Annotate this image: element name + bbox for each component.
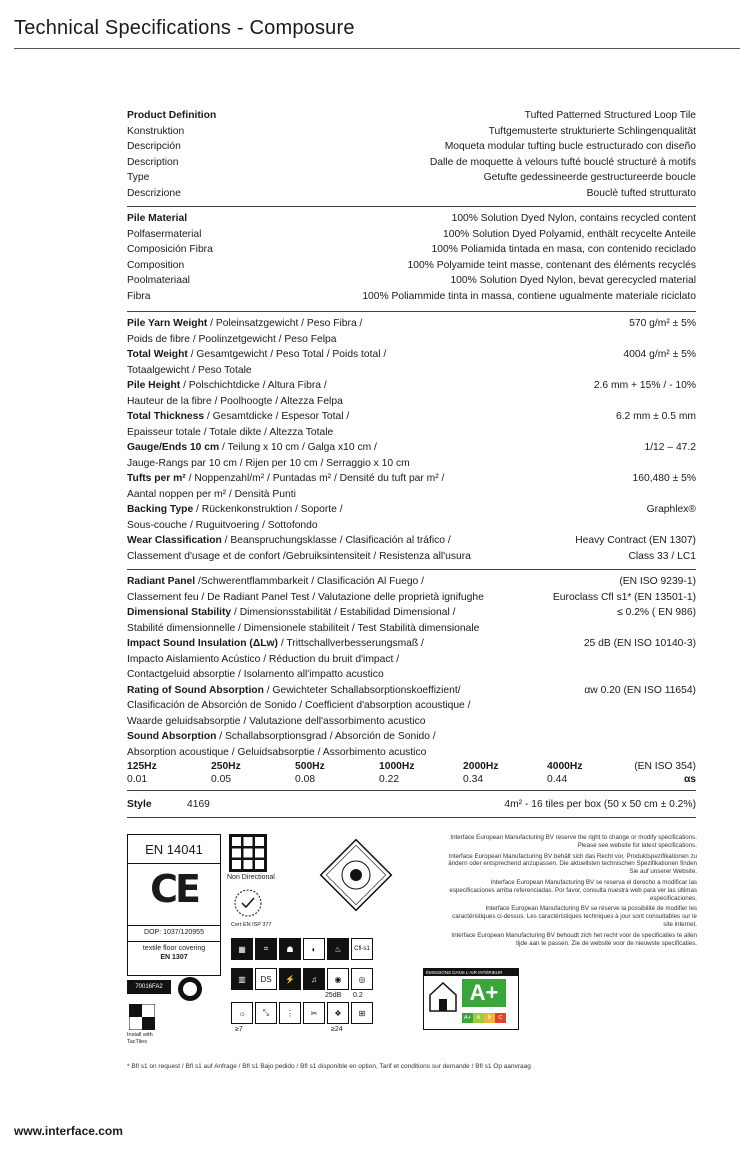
property-row bbox=[127, 502, 696, 533]
translation-label: Fibra bbox=[127, 290, 151, 302]
cert-check-icon bbox=[233, 888, 263, 923]
frequency-header: 1000Hz bbox=[379, 761, 415, 772]
property-line1 bbox=[127, 378, 343, 394]
legal-paragraph: Interface European Manufacturing BV se reserva el derecho a modificar las especificaciones arriba referenciadas. Por favor, consulta nuestra web para ver las últimas especificaciones. bbox=[449, 878, 697, 902]
translation-label: Composition bbox=[127, 259, 185, 271]
performance-text bbox=[127, 729, 436, 760]
performance-values bbox=[584, 683, 696, 730]
translation-value: Moqueta modular tufting bucle estructurado con diseño bbox=[444, 141, 696, 152]
performance-row bbox=[127, 729, 696, 760]
frequency-header: 125Hz bbox=[127, 761, 157, 772]
certification-block bbox=[127, 826, 696, 1066]
house-icon bbox=[428, 981, 458, 1013]
frequency-value: 0.01 bbox=[127, 774, 148, 785]
property-name: Backing Type bbox=[127, 504, 194, 515]
pile-material-value: 100% Solution Dyed Nylon, contains recycled content bbox=[451, 213, 696, 224]
property-name: Tufts per m² bbox=[127, 473, 186, 484]
performance-value: αw 0.20 (EN ISO 11654) bbox=[584, 684, 696, 696]
pile-material-heading: Pile Material bbox=[127, 213, 188, 224]
performance-translation: / Gewichteter Schallabsorptionskoeffizient/ bbox=[263, 684, 461, 696]
frequency-value: 0.44 bbox=[547, 774, 568, 785]
property-value: 6.2 mm ± 0.5 mm bbox=[615, 411, 696, 422]
style-packaging: 4m² - 16 tiles per box (50 x 50 cm ± 0.2%) bbox=[504, 799, 696, 811]
absorption-standard: (EN ISO 354) bbox=[634, 761, 696, 772]
sound-absorption-icon: ◎ bbox=[351, 968, 373, 990]
non-directional-label: Non Directional bbox=[227, 874, 275, 881]
performance-line bbox=[127, 683, 471, 699]
translation-value: Dalle de moquette à velours tufté bouclé structuré à motifs bbox=[429, 156, 696, 168]
property-value: 1/12 – 47.2 bbox=[644, 442, 696, 453]
legal-paragraph: Interface European Manufacturing BV behält sich das Recht vor, Produktspezifikationen zu ändern oder entsprechend anzupassen. Die aktuellsten technischen Spezifikationen finden Sie auf unserer Website. bbox=[448, 852, 697, 876]
performance-text bbox=[127, 683, 471, 730]
property-line1 bbox=[127, 471, 444, 487]
page-title: Technical Specifications - Composure bbox=[14, 17, 355, 39]
translation-value: 100% Solution Dyed Nylon, bevat gerecycled material bbox=[450, 275, 696, 286]
property-value: 4004 g/m² ± 5% bbox=[623, 349, 696, 360]
legal-disclaimer bbox=[447, 834, 697, 950]
frequency-header-row bbox=[127, 760, 696, 773]
rubbing-value: ≥24 bbox=[331, 1026, 343, 1033]
cut-icon: ✂ bbox=[303, 1002, 325, 1024]
property-value: 160,480 ± 5% bbox=[632, 473, 696, 484]
performance-translation: / Dimensionsstabilität / Estabilidad Dimensional / bbox=[231, 607, 456, 618]
performance-translation: / Schallabsorptionsgrad / Absorción de Sonido / bbox=[216, 731, 436, 742]
translation-row bbox=[127, 170, 696, 186]
performance-translation: /Schwerentflammbarkeit / Clasificación Al Fuego / bbox=[195, 576, 425, 587]
legal-paragraph: Interface European Manufacturing BV behoudt zich het recht voor de specificaties te allen tijde aan te passen. Zie de website voor de nieuwste specificaties. bbox=[451, 931, 697, 947]
properties-list bbox=[127, 316, 696, 564]
property-name: Total Weight bbox=[127, 349, 188, 360]
title-divider bbox=[14, 48, 740, 49]
property-text bbox=[127, 440, 410, 471]
chair-castor-icon: ◐ bbox=[303, 938, 325, 960]
performance-line bbox=[127, 590, 484, 606]
cert-epp-label: Cert EN ISP 377 bbox=[231, 922, 272, 928]
style-number: 4169 bbox=[187, 799, 210, 811]
absorption-symbol: αs bbox=[683, 774, 696, 785]
frequency-value: 0.05 bbox=[211, 774, 232, 785]
dop-number: DOP: 1037/120955 bbox=[144, 929, 204, 936]
performance-line bbox=[127, 636, 424, 652]
property-row bbox=[127, 378, 696, 409]
performance-line bbox=[127, 621, 479, 637]
arrow-grid-icon bbox=[229, 834, 267, 872]
property-value-stack bbox=[616, 409, 696, 440]
property-line1 bbox=[127, 347, 386, 363]
sound-absorption-value: 0.2 bbox=[353, 992, 363, 999]
section-divider bbox=[127, 817, 696, 818]
property-text bbox=[127, 409, 349, 440]
property-name: Pile Height bbox=[127, 380, 181, 391]
performance-translation: Classement feu / De Radiant Panel Test / Valutazione delle proprietà ignifughe bbox=[127, 591, 484, 603]
frequency-value-row bbox=[127, 773, 696, 786]
translation-value: Tuftgemusterte strukturierte Schlingenqualität bbox=[488, 125, 696, 137]
property-translations-2: Poids de fibre / Poolinzetgewicht / Peso Felpa bbox=[127, 333, 337, 345]
property-text bbox=[127, 471, 444, 502]
performance-values bbox=[553, 574, 696, 605]
emissions-grade: A+ bbox=[462, 979, 506, 1007]
translation-row bbox=[127, 242, 696, 258]
property-translations: / Teilung x 10 cm / Galga x10 cm / bbox=[219, 442, 377, 453]
translation-value: 100% Solution Dyed Polyamid, enthält recycelte Anteile bbox=[443, 228, 696, 240]
frequency-header: 2000Hz bbox=[463, 761, 499, 772]
performance-line bbox=[127, 605, 479, 621]
property-name: Gauge/Ends 10 cm bbox=[127, 442, 220, 453]
product-diamond-icon bbox=[313, 832, 399, 923]
property-translations-2: Totaalgewicht / Peso Totale bbox=[127, 364, 252, 376]
translation-label: Description bbox=[127, 156, 179, 168]
tactiles-icon bbox=[129, 1004, 155, 1035]
product-definition-heading: Product Definition bbox=[127, 110, 217, 121]
property-translations-2: Hauteur de la fibre / Poolhoogte / Altezza Felpa bbox=[127, 395, 343, 407]
translation-label: Poolmateriaal bbox=[127, 275, 190, 286]
property-line1 bbox=[127, 533, 471, 549]
property-value-stack bbox=[594, 378, 696, 409]
gut-seal-icon bbox=[177, 976, 203, 1007]
sound-insulation-value: 25dB bbox=[325, 992, 342, 999]
product-definition-row bbox=[127, 108, 696, 124]
scale-a-plus: A+ bbox=[462, 1013, 473, 1023]
property-translations: / Polschichtdicke / Altura Fibra / bbox=[180, 380, 327, 391]
translation-label: Type bbox=[127, 172, 150, 183]
stairs-icon: ⌗ bbox=[255, 938, 277, 960]
performance-name: Rating of Sound Absorption bbox=[127, 684, 264, 696]
style-row bbox=[127, 797, 696, 813]
performance-name: Radiant Panel bbox=[127, 576, 196, 587]
translation-row bbox=[127, 155, 696, 171]
building-icon: ▥ bbox=[231, 968, 253, 990]
ce-mark: CE bbox=[150, 867, 198, 911]
frequency-value: 0.22 bbox=[379, 774, 400, 785]
performance-translation: Waarde geluidsabsorptie / Valutazione dell'assorbimento acustico bbox=[127, 715, 426, 727]
frequency-value: 0.08 bbox=[295, 774, 316, 785]
property-value: Graphlex® bbox=[646, 504, 696, 515]
translation-label: Konstruktion bbox=[127, 125, 185, 137]
performance-translation: / Trittschallverbesserungsmaß / bbox=[277, 638, 424, 649]
impact-sound-icon: ♫ bbox=[303, 968, 325, 990]
performance-translation: Contactgeluid absorptie / Isolamento all'impatto acustico bbox=[127, 669, 384, 680]
property-row bbox=[127, 440, 696, 471]
scale-b: B bbox=[484, 1013, 495, 1023]
non-directional-icon bbox=[229, 834, 267, 872]
stain-icon: ❖ bbox=[327, 1002, 349, 1024]
performance-line bbox=[127, 698, 471, 714]
emissions-label bbox=[423, 968, 519, 1030]
frequency-header: 4000Hz bbox=[547, 761, 583, 772]
translation-row bbox=[127, 139, 696, 155]
performance-row bbox=[127, 636, 696, 683]
pile-material-row bbox=[127, 211, 696, 227]
performance-text bbox=[127, 574, 484, 605]
style-label: Style bbox=[127, 799, 152, 811]
emissions-title: ÉMISSIONS DANS L'AIR INTÉRIEUR bbox=[424, 969, 518, 976]
underfloor-heating-icon: ▦ bbox=[231, 938, 253, 960]
ds-icon bbox=[255, 968, 277, 990]
emissions-scale bbox=[462, 1013, 506, 1023]
performance-translation: Clasificación de Absorción de Sonido / Coefficient d'absorption acoustique / bbox=[127, 700, 471, 711]
property-translations: / Gesamtgewicht / Peso Total / Poids total / bbox=[187, 349, 387, 360]
property-text bbox=[127, 347, 386, 378]
translation-label: Descrizione bbox=[127, 187, 181, 199]
property-translations: / Beanspruchungsklasse / Clasificación al tráfico / bbox=[221, 535, 451, 546]
footnote: * Bfl s1 on request / Bfl s1 auf Anfrage / Bfl s1 Bajo pedido / Bfl s1 disponible en option, Tarif et conditions sur demande / Bfl s1 Op aanvraag bbox=[127, 1063, 531, 1070]
frequency-header: 250Hz bbox=[211, 761, 241, 772]
scale-a: A bbox=[473, 1013, 484, 1023]
sound-insulation-icon: ◉ bbox=[327, 968, 349, 990]
performance-value: (EN ISO 9239-1) bbox=[619, 576, 696, 587]
rows-icon: ⋮ bbox=[279, 1002, 301, 1024]
property-translations-2: Aantal noppen per m² / Densità Punti bbox=[127, 488, 296, 500]
performance-name: Dimensional Stability bbox=[127, 607, 232, 618]
en-standard-label: EN 14041 bbox=[145, 842, 203, 857]
property-line1 bbox=[127, 409, 349, 425]
fire-class-icon bbox=[351, 938, 373, 960]
performance-row bbox=[127, 574, 696, 605]
performance-name: Impact Sound Insulation (ΔLw) bbox=[127, 638, 278, 649]
section-divider bbox=[127, 206, 696, 207]
translation-row bbox=[127, 289, 696, 305]
section-divider bbox=[127, 311, 696, 312]
performance-translation: Absorption acoustique / Geluidsabsorptie / Assorbimento acustico bbox=[127, 746, 427, 758]
performance-name: Sound Absorption bbox=[127, 731, 217, 742]
property-value-stack bbox=[647, 502, 696, 533]
property-text bbox=[127, 316, 362, 347]
property-translations: / Poleinsatzgewicht / Peso Fibra / bbox=[207, 318, 363, 329]
translation-value: 100% Poliamida tintada en masa, con contenido reciclado bbox=[431, 244, 696, 255]
translation-row bbox=[127, 124, 696, 140]
slip-icon: ⚡ bbox=[279, 968, 301, 990]
performance-line bbox=[127, 667, 424, 683]
property-value-stack bbox=[623, 347, 696, 378]
spec-content bbox=[127, 108, 696, 822]
dimensional-icon: ⤡ bbox=[255, 1002, 277, 1024]
performance-row bbox=[127, 605, 696, 636]
legal-paragraph: Interface European Manufacturing BV reserve the right to change or modify specifications. Please see website for latest specifications. bbox=[450, 834, 697, 849]
property-line1 bbox=[127, 316, 362, 332]
property-name: Total Thickness bbox=[127, 411, 205, 422]
performance-value: ≤ 0.2% ( EN 986) bbox=[617, 607, 696, 618]
translation-row bbox=[127, 273, 696, 289]
property-translations-2: Sous-couche / Ruguitvoering / Sottofondo bbox=[127, 519, 318, 531]
performance-value: 25 dB (EN ISO 10140-3) bbox=[583, 638, 696, 649]
fire-class-label: Cfl-s1 bbox=[354, 946, 370, 952]
property-text bbox=[127, 502, 343, 533]
translation-row bbox=[127, 258, 696, 274]
textile-standard: EN 1307 bbox=[160, 954, 188, 961]
fire-icon: ♨ bbox=[327, 938, 349, 960]
performance-list bbox=[127, 574, 696, 760]
property-line1 bbox=[127, 502, 343, 518]
tactiles-label: Install with TacTiles bbox=[127, 1032, 153, 1045]
translation-label: Polfasermaterial bbox=[127, 228, 202, 240]
property-value: 570 g/m² ± 5% bbox=[629, 318, 696, 329]
property-name: Pile Yarn Weight bbox=[127, 318, 208, 329]
property-translations: / Rückenkonstruktion / Soporte / bbox=[193, 504, 343, 515]
property-value-stack bbox=[629, 316, 696, 347]
translation-row bbox=[127, 186, 696, 202]
property-row bbox=[127, 316, 696, 347]
grid-icon: ⊞ bbox=[351, 1002, 373, 1024]
property-translations-2: Jauge-Rangs par 10 cm / Rijen per 10 cm / Serraggio x 10 cm bbox=[127, 457, 410, 469]
performance-line bbox=[127, 574, 484, 590]
property-name: Wear Classification bbox=[127, 535, 222, 546]
product-definition-value: Tufted Patterned Structured Loop Tile bbox=[524, 110, 696, 121]
performance-values bbox=[584, 636, 696, 683]
website-link[interactable]: www.interface.com bbox=[14, 1124, 123, 1138]
light-fastness-value: ≥7 bbox=[235, 1026, 243, 1033]
property-translations: / Gesamtdicke / Espesor Total / bbox=[204, 411, 350, 422]
property-translations-2: Classement d'usage et de confort /Gebruiksintensiteit / Resistenza all'usura bbox=[127, 550, 471, 562]
quality-code-badge: 70016FA2 bbox=[127, 980, 171, 994]
property-value-stack bbox=[633, 471, 696, 502]
property-value: 2.6 mm + 15% / - 10% bbox=[593, 380, 696, 391]
section-divider bbox=[127, 569, 696, 570]
property-row bbox=[127, 347, 696, 378]
textile-label: textile floor covering bbox=[142, 945, 206, 952]
pile-material-translations bbox=[127, 227, 696, 305]
translation-value: 100% Polyamide teint masse, contenant des éléments recyclés bbox=[407, 259, 696, 271]
light-fastness-icon: ☼ bbox=[231, 1002, 253, 1024]
property-value: Heavy Contract (EN 1307) bbox=[575, 535, 696, 546]
translation-value: 100% Poliammide tinta in massa, contiene ugualmente materiale riciclato bbox=[362, 290, 696, 302]
property-text bbox=[127, 533, 471, 564]
ds-label: DS bbox=[260, 974, 272, 984]
performance-translation: Stabilité dimensionnelle / Dimensionele stabiliteit / Test Stabilità dimensionale bbox=[127, 622, 480, 634]
performance-translation: Impacto Aislamiento Acústico / Réduction du bruit d'impact / bbox=[127, 653, 400, 665]
frequency-header: 500Hz bbox=[295, 761, 325, 772]
performance-line bbox=[127, 714, 471, 730]
section-divider bbox=[127, 790, 696, 791]
property-row bbox=[127, 409, 696, 440]
performance-value: Euroclass Cfl s1* (EN 13501-1) bbox=[552, 591, 696, 603]
property-line1 bbox=[127, 440, 410, 456]
property-row bbox=[127, 471, 696, 502]
scale-c: C bbox=[495, 1013, 506, 1023]
translation-label: Composición Fibra bbox=[127, 244, 213, 255]
translation-value: Bouclè tufted strutturato bbox=[586, 187, 696, 199]
people-icon: ☗ bbox=[279, 938, 301, 960]
performance-text bbox=[127, 605, 479, 636]
property-translations-2: Epaisseur totale / Totale dikte / Altezza Totale bbox=[127, 426, 334, 438]
property-translations: / Noppenzahl/m² / Puntadas m² / Densité du tuft par m² / bbox=[185, 473, 445, 484]
property-row bbox=[127, 533, 696, 564]
performance-row bbox=[127, 683, 696, 730]
performance-values bbox=[617, 605, 696, 636]
translation-label: Descripción bbox=[127, 141, 181, 152]
performance-text bbox=[127, 636, 424, 683]
property-value-stack bbox=[575, 533, 696, 564]
property-value-stack bbox=[644, 440, 696, 471]
legal-paragraph: Interface European Manufacturing BV se réserve la possibilité de modifier les caractéristiques ci-dessus. Les caractéristiques techniques à jour sont consultables sur le site internet. bbox=[452, 905, 697, 928]
frequency-value: 0.34 bbox=[463, 774, 484, 785]
performance-line bbox=[127, 652, 424, 668]
product-definition-translations bbox=[127, 124, 696, 202]
performance-line bbox=[127, 729, 436, 745]
ce-label-box bbox=[127, 834, 221, 976]
performance-line bbox=[127, 745, 436, 761]
property-value-2: Class 33 / LC1 bbox=[628, 550, 696, 562]
translation-value: Getufte gedessineerde gestructureerde boucle bbox=[483, 172, 696, 183]
property-text bbox=[127, 378, 343, 409]
translation-row bbox=[127, 227, 696, 243]
